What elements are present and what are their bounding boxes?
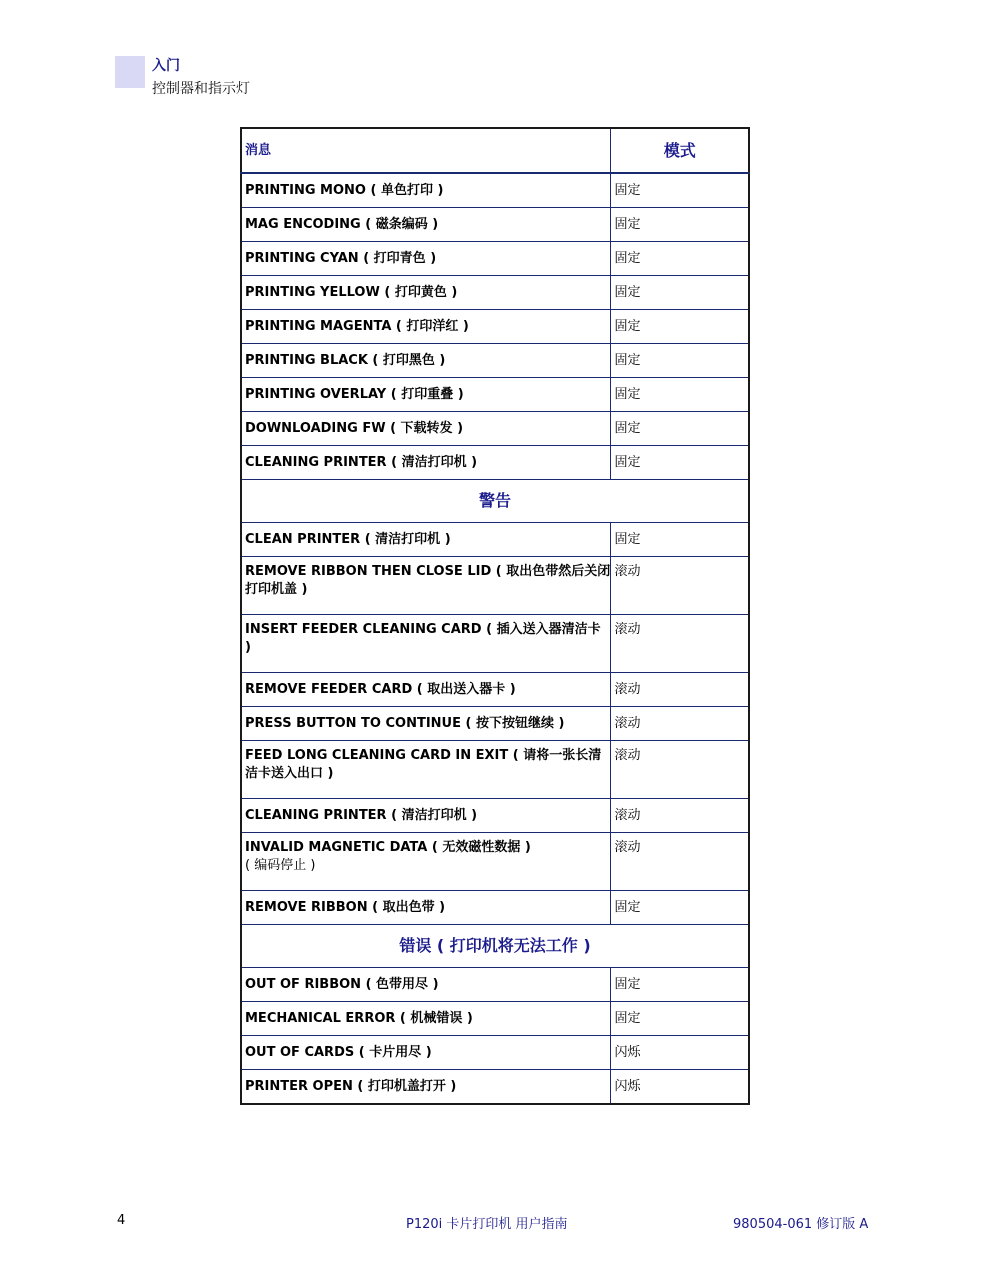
section-subtitle: 控制器和指示灯: [152, 81, 250, 97]
table-row: [241, 741, 749, 799]
message-table: [240, 127, 750, 1105]
mode-cell: 滚动: [611, 799, 749, 833]
message-cell: PRINTING OVERLAY ( 打印重叠 ): [241, 378, 611, 412]
warning-heading: 警告: [241, 480, 749, 523]
section-title: 入门: [152, 58, 180, 74]
mode-cell: 固定: [611, 1002, 749, 1036]
message-cell: PRINTER OPEN ( 打印机盖打开 ): [241, 1070, 611, 1105]
page-number: 4: [117, 1213, 126, 1228]
message-cell: PRINTING MAGENTA ( 打印洋红 ): [241, 310, 611, 344]
message-cell: CLEAN PRINTER ( 清洁打印机 ): [241, 523, 611, 557]
message-cell: CLEANING PRINTER ( 清洁打印机 ): [241, 446, 611, 480]
table-row: [241, 378, 749, 412]
message-cell: PRINTING CYAN ( 打印青色 ): [241, 242, 611, 276]
mode-cell: 滚动: [611, 673, 749, 707]
mode-cell: 固定: [611, 276, 749, 310]
table-row: [241, 523, 749, 557]
document-title: P120i 卡片打印机 用户指南: [406, 1217, 568, 1232]
table-row: [241, 707, 749, 741]
error-heading: 错误 ( 打印机将无法工作 ): [241, 925, 749, 968]
col-header-mode: 模式: [611, 128, 749, 173]
table-row: [241, 412, 749, 446]
table-row: [241, 615, 749, 673]
message-cell: OUT OF RIBBON ( 色带用尽 ): [241, 968, 611, 1002]
header-accent-block: [115, 56, 145, 88]
message-line: INVALID MAGNETIC DATA ( 无效磁性数据 ): [245, 840, 531, 855]
message-cell: REMOVE FEEDER CARD ( 取出送入器卡 ): [241, 673, 611, 707]
message-cell: CLEANING PRINTER ( 清洁打印机 ): [241, 799, 611, 833]
table-row: [241, 891, 749, 925]
mode-cell: 闪烁: [611, 1070, 749, 1105]
mode-cell: 滚动: [611, 707, 749, 741]
mode-cell: 固定: [611, 208, 749, 242]
table-row: [241, 446, 749, 480]
table-header-row: [241, 128, 749, 173]
table-row: [241, 673, 749, 707]
message-cell: FEED LONG CLEANING CARD IN EXIT ( 请将一张长清洁卡送入出口 ): [241, 741, 611, 799]
table-row: [241, 557, 749, 615]
message-line-note: ( 编码停止 ): [245, 858, 316, 873]
mode-cell: 固定: [611, 242, 749, 276]
table-row: [241, 276, 749, 310]
document-revision: 980504-061 修订版 A: [733, 1217, 869, 1232]
mode-cell: 滚动: [611, 557, 749, 615]
table-row: [241, 833, 749, 891]
table-row: [241, 1036, 749, 1070]
message-cell: PRESS BUTTON TO CONTINUE ( 按下按钮继续 ): [241, 707, 611, 741]
mode-cell: 固定: [611, 344, 749, 378]
message-cell: PRINTING YELLOW ( 打印黄色 ): [241, 276, 611, 310]
mode-cell: 固定: [611, 523, 749, 557]
message-cell: REMOVE RIBBON ( 取出色带 ): [241, 891, 611, 925]
message-cell: MECHANICAL ERROR ( 机械错误 ): [241, 1002, 611, 1036]
table-row: [241, 344, 749, 378]
message-cell: [241, 833, 611, 891]
table-row: [241, 208, 749, 242]
message-cell: DOWNLOADING FW ( 下载转发 ): [241, 412, 611, 446]
mode-cell: 滚动: [611, 833, 749, 891]
table-row: [241, 173, 749, 208]
mode-cell: 固定: [611, 891, 749, 925]
table-row: [241, 1002, 749, 1036]
message-cell: REMOVE RIBBON THEN CLOSE LID ( 取出色带然后关闭打印机盖 ): [241, 557, 611, 615]
mode-cell: 固定: [611, 173, 749, 208]
table-row: [241, 968, 749, 1002]
mode-cell: 闪烁: [611, 1036, 749, 1070]
section-row-error: [241, 925, 749, 968]
message-cell: PRINTING BLACK ( 打印黑色 ): [241, 344, 611, 378]
table-row: [241, 242, 749, 276]
table-row: [241, 1070, 749, 1105]
table-row: [241, 799, 749, 833]
mode-cell: 滚动: [611, 615, 749, 673]
section-row-warning: [241, 480, 749, 523]
message-cell: INSERT FEEDER CLEANING CARD ( 插入送入器清洁卡 ): [241, 615, 611, 673]
mode-cell: 固定: [611, 310, 749, 344]
mode-cell: 固定: [611, 378, 749, 412]
col-header-message: 消息: [241, 128, 611, 173]
mode-cell: 固定: [611, 968, 749, 1002]
message-cell: PRINTING MONO ( 单色打印 ): [241, 173, 611, 208]
mode-cell: 固定: [611, 446, 749, 480]
mode-cell: 滚动: [611, 741, 749, 799]
table-row: [241, 310, 749, 344]
mode-cell: 固定: [611, 412, 749, 446]
message-cell: OUT OF CARDS ( 卡片用尽 ): [241, 1036, 611, 1070]
message-cell: MAG ENCODING ( 磁条编码 ): [241, 208, 611, 242]
